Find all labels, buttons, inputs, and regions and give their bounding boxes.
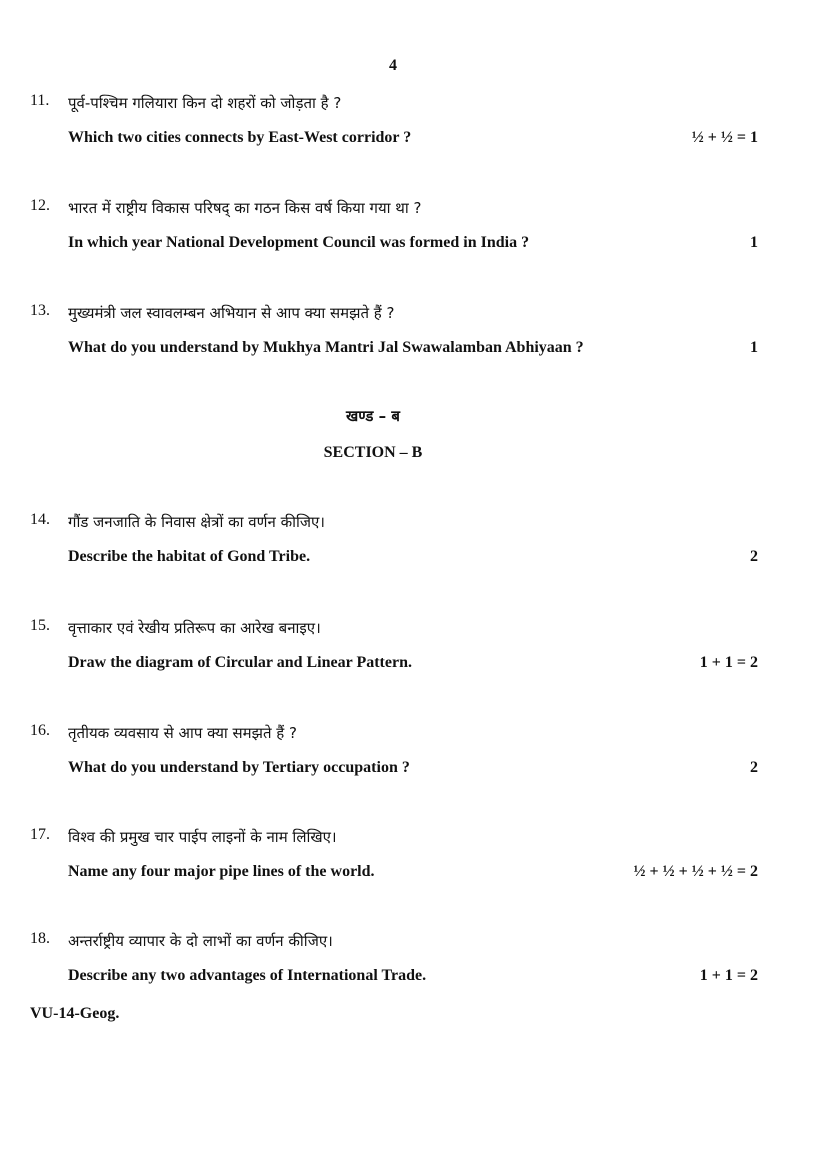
question-text-hindi: विश्व की प्रमुख चार पाईप लाइनों के नाम लिखिए। <box>68 828 337 846</box>
question-marks: 1 + 1 = 2 <box>699 654 758 671</box>
question-number: 17. <box>30 826 50 843</box>
question-marks: 1 <box>750 339 758 356</box>
question-marks: 2 <box>750 548 758 565</box>
question-text-english: Name any four major pipe lines of the world. <box>68 863 375 880</box>
question-number: 12. <box>30 197 50 214</box>
question-text-english: In which year National Development Council was formed in India ? <box>68 234 530 251</box>
question-marks: 2 <box>750 759 758 776</box>
question-text-english: Describe the habitat of Gond Tribe. <box>68 548 311 565</box>
question-text-hindi: तृतीयक व्यवसाय से आप क्या समझते हैं ? <box>68 724 298 742</box>
question-text-hindi: मुख्यमंत्री जल स्वावलम्बन अभियान से आप क्या समझते हैं ? <box>68 304 395 322</box>
question-text-hindi: अन्तर्राष्ट्रीय व्यापार के दो लाभों का वर्णन कीजिए। <box>68 932 333 950</box>
section-heading-english: SECTION – B <box>323 444 423 461</box>
question-text-english: What do you understand by Mukhya Mantri Jal Swawalamban Abhiyaan ? <box>68 339 584 356</box>
question-text-hindi: भारत में राष्ट्रीय विकास परिषद् का गठन किस वर्ष किया गया था ? <box>68 199 422 217</box>
question-marks: 1 + 1 = 2 <box>699 967 758 984</box>
question-number: 15. <box>30 617 50 634</box>
question-number: 13. <box>30 302 50 319</box>
question-number: 18. <box>30 930 50 947</box>
question-marks: ½ + ½ + ½ + ½ = 2 <box>633 863 758 880</box>
question-number: 11. <box>30 92 50 109</box>
question-text-english: What do you understand by Tertiary occupation ? <box>68 759 410 776</box>
question-text-english: Describe any two advantages of International Trade. <box>68 967 427 984</box>
question-text-english: Draw the diagram of Circular and Linear Pattern. <box>68 654 412 671</box>
question-marks: 1 <box>750 234 758 251</box>
question-text-hindi: गौंड जनजाति के निवास क्षेत्रों का वर्णन कीजिए। <box>68 513 325 531</box>
question-text-english: Which two cities connects by East-West corridor ? <box>68 129 412 146</box>
question-text-hindi: वृत्ताकार एवं रेखीय प्रतिरूप का आरेख बनाइए। <box>68 619 321 637</box>
question-number: 16. <box>30 722 50 739</box>
question-marks: ½ + ½ = 1 <box>691 129 758 146</box>
paper-code: VU-14-Geog. <box>30 1005 120 1022</box>
question-number: 14. <box>30 511 50 528</box>
question-text-hindi: पूर्व-पश्चिम गलियारा किन दो शहरों को जोड़ता है ? <box>68 94 342 112</box>
section-heading-hindi: खण्ड – ब <box>346 407 400 425</box>
page-number: 4 <box>389 57 397 74</box>
